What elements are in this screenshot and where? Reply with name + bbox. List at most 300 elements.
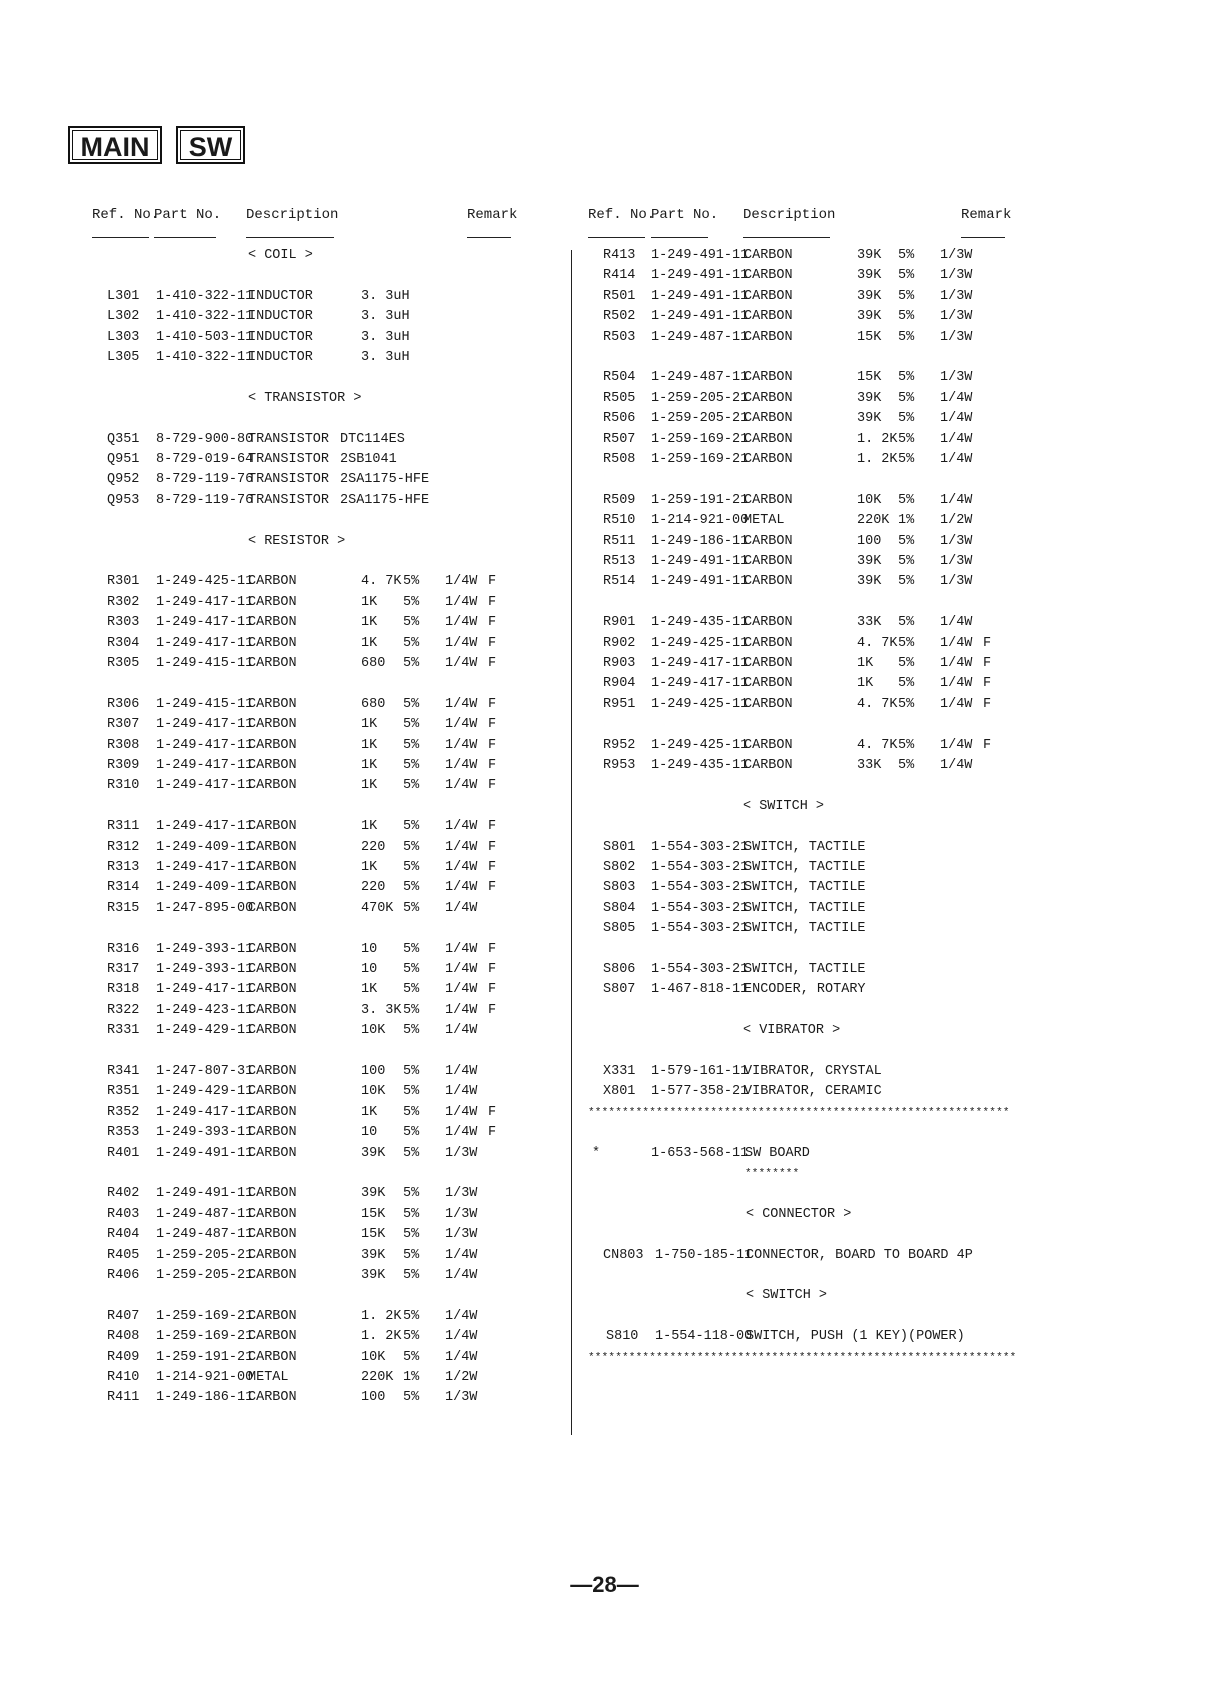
cell-wattage: 1/4W [940,452,973,467]
cell-tolerance: 5% [898,390,915,406]
cell-value: 1K [361,594,378,610]
cell-value: 10K [857,492,882,508]
cell-ref-no: Q953 [107,492,140,508]
cell-description: SWITCH, TACTILE [744,860,866,875]
cell-wattage: 1/4W [940,635,973,651]
cell-part-no: 1-249-417-11 [156,615,254,631]
cell-value: 1K [361,860,378,875]
cell-part-no: 1-249-415-11 [156,656,254,671]
cell-description: CARBON [248,1247,297,1263]
cell-remark: F [488,1125,497,1141]
cell-wattage: 1/3W [940,309,973,325]
cell-wattage: 1/4W [445,717,478,733]
cell-ref-no: R404 [107,1227,140,1243]
cell-part-no: 1-579-161-11 [651,1064,749,1079]
cell-tolerance: 5% [403,880,420,896]
cell-value: 1K [361,778,378,794]
cell-value: 4. 7K [857,737,898,753]
section-title-connector: < CONNECTOR > [746,1206,852,1222]
cell-ref-no: R952 [603,737,636,753]
cell-ref-no: Q351 [107,431,140,447]
cell-wattage: 1/4W [445,615,478,631]
cell-part-no: 1-249-417-11 [156,635,254,651]
cell-remark: F [488,615,497,631]
cell-value: 100 [361,1390,386,1406]
cell-value: 39K [857,574,882,590]
cell-description: CARBON [744,656,793,671]
cell-description: TRANSISTOR [248,431,330,447]
cell-part-no: 1-249-409-11 [156,839,254,855]
cell-part-no: 1-410-322-11 [156,350,254,365]
cell-description: CARBON [248,1308,297,1324]
cell-remark: F [488,1002,497,1018]
cell-ref-no: R317 [107,962,140,977]
cell-tolerance: 5% [403,1206,420,1222]
cell-part-no: 1-249-409-11 [156,880,254,896]
cell-tolerance: 5% [898,615,915,631]
cell-tolerance: 5% [403,1227,420,1243]
cell-remark: F [488,941,497,957]
header-part-no: Part No. [154,207,222,223]
cell-ref-no: R352 [107,1104,140,1120]
cell-description: CONNECTOR, BOARD TO BOARD 4P [746,1247,973,1263]
cell-wattage: 1/4W [445,594,478,610]
cell-tolerance: 5% [898,533,915,549]
cell-wattage: 1/4W [445,1349,478,1365]
cell-tolerance: 5% [898,248,915,263]
cell-tolerance: 5% [403,860,420,875]
cell-value: 4. 7K [857,635,898,651]
cell-ref-no: R904 [603,676,636,692]
header-remark: Remark [961,207,1012,223]
cell-remark: F [488,758,497,773]
cell-wattage: 1/4W [940,390,973,406]
cell-part-no: 1-249-417-11 [651,676,749,692]
cell-value: 10K [361,1084,386,1100]
cell-description: CARBON [248,737,297,753]
cell-value: 2SA1175-HFE [340,492,430,508]
cell-value: 39K [361,1268,386,1283]
cell-part-no: 8-729-900-80 [156,431,254,447]
cell-wattage: 1/4W [445,778,478,794]
cell-wattage: 1/3W [940,288,973,304]
cell-ref-no: R413 [603,248,636,263]
cell-ref-no: L301 [107,288,140,304]
cell-tolerance: 5% [403,1268,420,1283]
cell-description: CARBON [248,574,297,590]
cell-ref-no: R311 [107,819,140,835]
cell-value: 39K [857,288,882,304]
cell-ref-no: S807 [603,982,636,998]
cell-tolerance: 5% [403,758,420,773]
cell-ref-no: R312 [107,839,140,855]
cell-ref-no: R510 [603,513,636,529]
cell-description: CARBON [744,329,793,345]
cell-value: 33K [857,615,882,631]
cell-tolerance: 5% [898,696,915,712]
cell-ref-no: R308 [107,737,140,753]
cell-description: CARBON [744,758,793,773]
cell-description: ENCODER, ROTARY [744,982,866,998]
cell-ref-no: R318 [107,982,140,998]
cell-description: TRANSISTOR [248,492,330,508]
cell-description: CARBON [248,819,297,835]
cell-wattage: 1/4W [445,574,478,590]
cell-part-no: 1-249-186-11 [156,1390,254,1406]
cell-wattage: 1/4W [445,1247,478,1263]
cell-description: CARBON [248,1084,297,1100]
cell-part-no: 1-249-491-11 [156,1186,254,1202]
cell-ref-no: R313 [107,860,140,875]
cell-part-no: 1-249-415-11 [156,696,254,712]
cell-ref-no: R353 [107,1125,140,1141]
cell-description: CARBON [248,880,297,896]
cell-value: 10 [361,941,378,957]
cell-part-no: 1-259-205-21 [156,1268,254,1283]
cell-value: DTC114ES [340,431,405,447]
cell-wattage: 1/4W [940,737,973,753]
cell-ref-no: R310 [107,778,140,794]
cell-part-no: 1-249-491-11 [651,554,749,569]
section-title-vibrator: < VIBRATOR > [743,1023,841,1039]
cell-value: 1K [361,635,378,651]
cell-description: CARBON [248,1125,297,1141]
cell-value: 39K [857,390,882,406]
cell-description: CARBON [744,431,793,447]
cell-description: CARBON [744,737,793,753]
cell-ref-no: R408 [107,1329,140,1345]
cell-remark: F [488,594,497,610]
cell-description: CARBON [248,1206,297,1222]
cell-ref-no: S802 [603,860,636,875]
cell-ref-no: L305 [107,350,140,365]
cell-wattage: 1/4W [445,1308,478,1324]
cell-value: 470K [361,900,394,916]
cell-description: CARBON [248,982,297,998]
cell-part-no: 1-249-429-11 [156,1023,254,1039]
cell-description: CARBON [744,288,793,304]
cell-remark: F [983,656,992,671]
header-underline [92,237,149,238]
cell-part-no: 1-249-417-11 [156,982,254,998]
cell-part-no: 1-249-417-11 [156,737,254,753]
cell-description: CARBON [248,941,297,957]
cell-part-no: 1-554-303-21 [651,921,749,937]
cell-description: CARBON [744,533,793,549]
cell-wattage: 1/3W [445,1390,478,1406]
header-underline [588,237,645,238]
cell-tolerance: 5% [898,452,915,467]
cell-part-no: 1-249-429-11 [156,1084,254,1100]
header-underline [743,237,830,238]
cell-ref-no: R953 [603,758,636,773]
cell-part-no: 1-249-425-11 [651,696,749,712]
cell-ref-no: R314 [107,880,140,896]
cell-ref-no: R502 [603,309,636,325]
cell-ref-no: S806 [603,962,636,977]
cell-ref-no: L303 [107,329,140,345]
cell-part-no: 1-249-425-11 [156,574,254,590]
board-desc: SW BOARD [745,1145,810,1161]
cell-part-no: 8-729-019-64 [156,452,254,467]
cell-value: 15K [361,1227,386,1243]
cell-wattage: 1/4W [445,1125,478,1141]
cell-value: 3. 3uH [361,350,410,365]
cell-part-no: 1-249-487-11 [156,1206,254,1222]
cell-wattage: 1/4W [445,1023,478,1039]
cell-description: CARBON [248,1064,297,1079]
cell-part-no: 1-259-205-21 [651,390,749,406]
cell-part-no: 1-554-303-21 [651,962,749,977]
cell-wattage: 1/4W [445,819,478,835]
cell-ref-no: X801 [603,1084,636,1100]
cell-ref-no: R505 [603,390,636,406]
cell-tolerance: 5% [898,574,915,590]
cell-description: CARBON [248,696,297,712]
cell-ref-no: R401 [107,1145,140,1161]
cell-wattage: 1/4W [445,737,478,753]
cell-value: 4. 7K [361,574,402,590]
cell-ref-no: R504 [603,370,636,386]
cell-value: 3. 3K [361,1002,402,1018]
cell-tolerance: 5% [403,839,420,855]
cell-ref-no: S803 [603,880,636,896]
cell-remark: F [488,839,497,855]
cell-part-no: 1-214-921-00 [156,1370,254,1385]
cell-remark: F [983,696,992,712]
section-title-transistor: < TRANSISTOR > [248,390,362,406]
cell-description: SWITCH, TACTILE [744,900,866,916]
cell-tolerance: 5% [403,696,420,712]
cell-ref-no: R331 [107,1023,140,1039]
cell-tolerance: 5% [898,431,915,447]
cell-ref-no: S810 [606,1329,639,1345]
section-title-resistor: < RESISTOR > [248,533,346,549]
cell-description: CARBON [248,900,297,916]
cell-remark: F [488,819,497,835]
cell-tolerance: 5% [403,778,420,794]
cell-description: CARBON [744,635,793,651]
cell-tolerance: 5% [403,1247,420,1263]
cell-value: 39K [857,554,882,569]
cell-ref-no: R902 [603,635,636,651]
cell-ref-no: R903 [603,656,636,671]
cell-tolerance: 5% [898,411,915,427]
header-ref-no: Ref. No. [588,207,656,223]
cell-part-no: 1-249-491-11 [156,1145,254,1161]
cell-remark: F [488,717,497,733]
cell-value: 1K [361,615,378,631]
cell-value: 15K [857,329,882,345]
cell-tolerance: 5% [898,492,915,508]
cell-value: 15K [857,370,882,386]
cell-part-no: 1-259-205-21 [156,1247,254,1263]
cell-description: CARBON [744,268,793,284]
cell-value: 10 [361,1125,378,1141]
cell-part-no: 1-259-169-21 [156,1308,254,1324]
cell-part-no: 1-554-118-00 [655,1329,753,1345]
cell-ref-no: R514 [603,574,636,590]
cell-ref-no: S805 [603,921,636,937]
cell-description: CARBON [744,452,793,467]
cell-ref-no: R951 [603,696,636,712]
cell-part-no: 1-249-417-11 [156,594,254,610]
cell-part-no: 1-249-393-11 [156,1125,254,1141]
sw-title-box: SW [176,126,245,164]
cell-wattage: 1/4W [940,492,973,508]
cell-ref-no: R406 [107,1268,140,1283]
cell-description: CARBON [248,1349,297,1365]
cell-value: 10K [361,1023,386,1039]
cell-ref-no: R305 [107,656,140,671]
cell-part-no: 1-249-487-11 [156,1227,254,1243]
cell-part-no: 1-249-423-11 [156,1002,254,1018]
cell-description: INDUCTOR [248,288,313,304]
cell-value: 1K [361,1104,378,1120]
cell-ref-no: R351 [107,1084,140,1100]
cell-tolerance: 5% [403,1084,420,1100]
cell-description: INDUCTOR [248,329,313,345]
cell-remark: F [488,1104,497,1120]
cell-ref-no: R315 [107,900,140,916]
cell-wattage: 1/3W [445,1227,478,1243]
cell-description: CARBON [744,492,793,508]
cell-value: 10 [361,962,378,977]
board-part: 1-653-568-11 [651,1145,749,1161]
cell-wattage: 1/4W [940,696,973,712]
cell-description: CARBON [248,1390,297,1406]
cell-description: SWITCH, TACTILE [744,880,866,896]
cell-wattage: 1/4W [940,431,973,447]
cell-description: VIBRATOR, CERAMIC [744,1084,882,1100]
cell-ref-no: R403 [107,1206,140,1222]
cell-tolerance: 5% [403,1308,420,1324]
cell-wattage: 1/4W [445,696,478,712]
cell-wattage: 1/3W [940,329,973,345]
cell-value: 1. 2K [361,1329,402,1345]
cell-value: 39K [361,1145,386,1161]
cell-wattage: 1/4W [445,1268,478,1283]
cell-part-no: 1-249-487-11 [651,329,749,345]
cell-part-no: 1-249-491-11 [651,574,749,590]
cell-value: 3. 3uH [361,288,410,304]
cell-description: CARBON [744,390,793,406]
cell-value: 680 [361,656,386,671]
cell-tolerance: 5% [403,1125,420,1141]
cell-part-no: 1-249-487-11 [651,370,749,386]
cell-value: 100 [857,533,882,549]
header-underline [154,237,216,238]
header-remark: Remark [467,207,518,223]
cell-part-no: 1-247-895-00 [156,900,254,916]
cell-wattage: 1/4W [940,411,973,427]
cell-part-no: 1-249-393-11 [156,941,254,957]
cell-remark: F [488,737,497,753]
cell-tolerance: 5% [403,635,420,651]
cell-wattage: 1/4W [940,615,973,631]
cell-ref-no: R402 [107,1186,140,1202]
cell-wattage: 1/4W [445,962,478,977]
cell-wattage: 1/2W [940,513,973,529]
header-underline [467,237,511,238]
cell-tolerance: 5% [403,615,420,631]
cell-tolerance: 5% [403,574,420,590]
cell-value: 3. 3uH [361,329,410,345]
cell-description: CARBON [248,1329,297,1345]
cell-wattage: 1/3W [940,370,973,386]
cell-description: CARBON [248,860,297,875]
cell-tolerance: 5% [403,1349,420,1365]
header-part-no: Part No. [651,207,719,223]
cell-value: 39K [361,1186,386,1202]
cell-tolerance: 5% [898,370,915,386]
header-description: Description [246,207,339,223]
cell-description: CARBON [248,758,297,773]
cell-part-no: 1-249-417-11 [651,656,749,671]
cell-description: CARBON [744,554,793,569]
cell-part-no: 1-259-169-21 [651,452,749,467]
cell-description: TRANSISTOR [248,452,330,467]
cell-value: 220 [361,880,386,896]
separator-stars: *************************************************************** [588,1351,1017,1364]
cell-description: CARBON [744,411,793,427]
cell-ref-no: S804 [603,900,636,916]
cell-wattage: 1/3W [940,574,973,590]
cell-tolerance: 5% [898,635,915,651]
cell-ref-no: R503 [603,329,636,345]
cell-wattage: 1/4W [445,656,478,671]
cell-remark: F [488,982,497,998]
cell-part-no: 8-729-119-76 [156,472,254,488]
cell-tolerance: 5% [403,982,420,998]
cell-ref-no: R513 [603,554,636,569]
cell-description: VIBRATOR, CRYSTAL [744,1064,882,1079]
cell-value: 100 [361,1064,386,1079]
cell-wattage: 1/3W [940,533,973,549]
cell-description: CARBON [248,635,297,651]
cell-description: CARBON [248,1227,297,1243]
cell-tolerance: 1% [898,513,915,529]
cell-remark: F [488,696,497,712]
cell-description: CARBON [248,594,297,610]
cell-wattage: 1/4W [445,1084,478,1100]
cell-wattage: 1/4W [445,1104,478,1120]
cell-wattage: 1/4W [940,656,973,671]
cell-tolerance: 5% [403,1023,420,1039]
cell-wattage: 1/4W [445,880,478,896]
cell-tolerance: 5% [403,1186,420,1202]
cell-wattage: 1/3W [445,1186,478,1202]
cell-ref-no: R322 [107,1002,140,1018]
cell-ref-no: R316 [107,941,140,957]
cell-description: SWITCH, TACTILE [744,839,866,855]
cell-part-no: 1-249-417-11 [156,778,254,794]
cell-part-no: 1-249-417-11 [156,758,254,773]
cell-description: CARBON [248,1268,297,1283]
cell-value: 1K [361,819,378,835]
cell-value: 2SA1175-HFE [340,472,430,488]
cell-value: 220K [857,513,890,529]
cell-remark: F [488,880,497,896]
cell-value: 1. 2K [857,431,898,447]
cell-part-no: 1-259-169-21 [156,1329,254,1345]
cell-part-no: 1-249-491-11 [651,288,749,304]
cell-wattage: 1/4W [445,635,478,651]
cell-value: 39K [857,268,882,284]
cell-value: 1. 2K [361,1308,402,1324]
cell-ref-no: Q952 [107,472,140,488]
cell-tolerance: 5% [898,268,915,284]
